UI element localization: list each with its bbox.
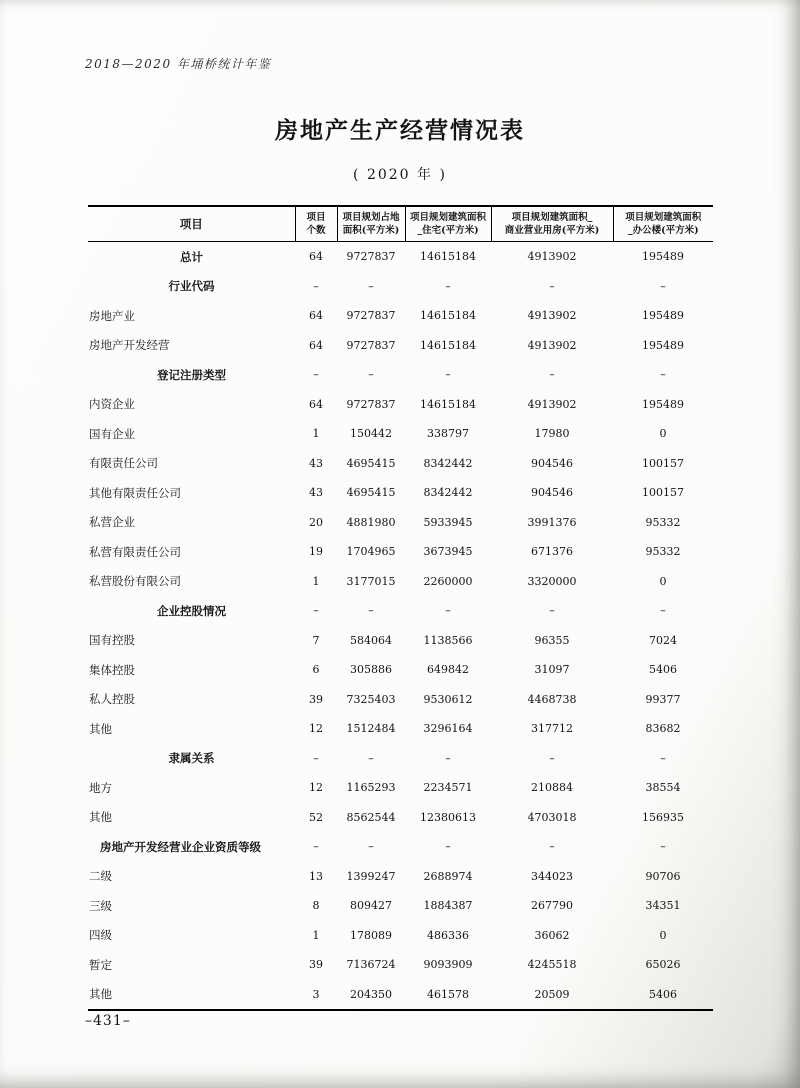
- cell-value: 8: [312, 899, 320, 913]
- cell-value: 904546: [531, 486, 573, 500]
- row-label: 总计: [180, 249, 203, 264]
- cell-value: –: [445, 604, 451, 618]
- cell-value: 0: [659, 928, 667, 942]
- table-row: [88, 980, 713, 1011]
- table-row: [88, 272, 713, 302]
- cell-value: 1399247: [346, 869, 396, 883]
- cell-value: 204350: [350, 987, 392, 1001]
- cell-value: 8562544: [346, 810, 396, 824]
- row-label: 二级: [89, 869, 112, 884]
- cell-value: –: [368, 368, 374, 382]
- cell-value: 5406: [649, 987, 677, 1001]
- cell-value: 1512484: [346, 722, 396, 736]
- cell-value: –: [313, 368, 319, 382]
- cell-value: 195489: [642, 309, 684, 323]
- cell-value: 43: [309, 486, 323, 500]
- cell-value: 14615184: [420, 397, 476, 411]
- row-label: 其他: [89, 987, 112, 1002]
- header-text: 面积(平方米): [342, 225, 400, 236]
- cell-value: –: [445, 368, 451, 382]
- cell-value: 95332: [645, 545, 681, 559]
- cell-value: –: [313, 751, 319, 765]
- cell-value: 584064: [350, 633, 392, 647]
- cell-value: 64: [309, 397, 323, 411]
- cell-value: 156935: [642, 810, 684, 824]
- cell-value: 4695415: [346, 486, 396, 500]
- cell-value: 3991376: [527, 515, 577, 529]
- cell-value: 1165293: [346, 781, 396, 795]
- cell-value: 344023: [531, 869, 573, 883]
- cell-value: 14615184: [420, 309, 476, 323]
- table-row: [88, 921, 713, 951]
- cell-value: 4913902: [527, 397, 577, 411]
- cell-value: 1: [312, 427, 320, 441]
- cell-value: 20509: [534, 987, 570, 1001]
- cell-value: 14615184: [420, 250, 476, 264]
- cell-value: 9093909: [423, 958, 473, 972]
- cell-value: –: [660, 604, 666, 618]
- cell-value: 3320000: [527, 574, 577, 588]
- table-row: [88, 596, 713, 626]
- table-row: [88, 803, 713, 833]
- cell-value: 17980: [534, 427, 570, 441]
- cell-value: 3177015: [346, 574, 396, 588]
- table-row: [88, 685, 713, 715]
- table-row: [88, 862, 713, 892]
- row-label: 有限责任公司: [89, 456, 158, 471]
- cell-value: 9727837: [346, 250, 396, 264]
- row-label: 房地产开发经营业企业资质等级: [100, 839, 261, 854]
- cell-value: –: [313, 604, 319, 618]
- cell-value: 39: [309, 692, 323, 706]
- row-label: 私营有限责任公司: [89, 544, 181, 559]
- cell-value: 14615184: [420, 338, 476, 352]
- row-label: 其他: [89, 721, 112, 736]
- cell-value: 43: [309, 456, 323, 470]
- header-text: _办公楼(平方米): [627, 225, 699, 236]
- cell-value: 12: [309, 781, 323, 795]
- table-row: [88, 567, 713, 597]
- row-label: 私人控股: [89, 692, 135, 707]
- cell-value: 210884: [531, 781, 573, 795]
- page-number: –431–: [85, 1013, 131, 1029]
- cell-value: 1: [312, 928, 320, 942]
- header-text: 项目规划建筑面积_: [511, 212, 593, 223]
- table-row: [88, 891, 713, 921]
- cell-value: 99377: [645, 692, 681, 706]
- header-text: 个数: [306, 225, 326, 236]
- row-label: 内资企业: [89, 397, 135, 412]
- cell-value: 150442: [350, 427, 392, 441]
- cell-value: –: [549, 840, 555, 854]
- cell-value: 4245518: [527, 958, 577, 972]
- cell-value: –: [368, 840, 374, 854]
- cell-value: 9727837: [346, 338, 396, 352]
- cell-value: 9530612: [423, 692, 473, 706]
- cell-value: 64: [309, 338, 323, 352]
- cell-value: 6: [312, 663, 320, 677]
- cell-value: 13: [309, 869, 323, 883]
- table-row: [88, 950, 713, 980]
- cell-value: 267790: [531, 899, 573, 913]
- cell-value: 0: [659, 574, 667, 588]
- header-text: 项目规划占地: [342, 212, 400, 223]
- cell-value: –: [549, 279, 555, 293]
- cell-value: –: [368, 604, 374, 618]
- table-row: [88, 714, 713, 744]
- cell-value: –: [660, 751, 666, 765]
- cell-value: 5406: [649, 663, 677, 677]
- cell-value: 2234571: [423, 781, 473, 795]
- cell-value: 305886: [350, 663, 392, 677]
- cell-value: 100157: [642, 456, 684, 470]
- cell-value: 317712: [531, 722, 573, 736]
- cell-value: 31097: [534, 663, 570, 677]
- cell-value: 1138566: [423, 633, 473, 647]
- row-label: 国有控股: [89, 633, 135, 648]
- row-label: 隶属关系: [168, 751, 215, 766]
- header-col-project-count: [295, 206, 337, 242]
- yearbook-header: 2018—2020 年埇桥统计年鉴: [85, 57, 272, 71]
- cell-value: 4881980: [346, 515, 396, 529]
- table-row: [88, 419, 713, 449]
- cell-value: 52: [309, 810, 323, 824]
- header-col-office-floor-area: [613, 206, 713, 242]
- cell-value: 12380613: [420, 810, 476, 824]
- cell-value: 20: [309, 515, 323, 529]
- cell-value: 4468738: [527, 692, 577, 706]
- row-label: 三级: [89, 898, 112, 913]
- cell-value: 1884387: [423, 899, 473, 913]
- cell-value: 3673945: [423, 545, 473, 559]
- cell-value: 195489: [642, 397, 684, 411]
- cell-value: 809427: [350, 899, 392, 913]
- row-label: 房地产业: [89, 308, 135, 323]
- cell-value: 7024: [649, 633, 677, 647]
- cell-value: 178089: [350, 928, 392, 942]
- header-text: 商业营业用房(平方米): [504, 225, 600, 236]
- header-text: 项目规划建筑面积: [409, 212, 486, 223]
- cell-value: 4695415: [346, 456, 396, 470]
- cell-value: 195489: [642, 338, 684, 352]
- cell-value: 2260000: [423, 574, 473, 588]
- cell-value: 4913902: [527, 250, 577, 264]
- table-row: [88, 331, 713, 361]
- cell-value: –: [445, 840, 451, 854]
- cell-value: 19: [309, 545, 323, 559]
- cell-value: 904546: [531, 456, 573, 470]
- cell-value: 4913902: [527, 338, 577, 352]
- table-row: [88, 832, 713, 862]
- row-label: 其他: [89, 810, 112, 825]
- table-row: [88, 744, 713, 774]
- table-row: [88, 242, 713, 272]
- cell-value: 34351: [645, 899, 681, 913]
- header-col-commercial-floor-area: [491, 206, 613, 242]
- cell-value: –: [660, 840, 666, 854]
- cell-value: 671376: [531, 545, 573, 559]
- header-col-item: [88, 206, 295, 242]
- cell-value: 90706: [645, 869, 681, 883]
- cell-value: –: [660, 279, 666, 293]
- header-col-residential-floor-area: [405, 206, 491, 242]
- cell-value: 64: [309, 309, 323, 323]
- cell-value: –: [445, 279, 451, 293]
- row-label: 地方: [89, 780, 112, 795]
- row-label: 私营企业: [89, 515, 135, 530]
- row-label: 企业控股情况: [157, 603, 226, 618]
- cell-value: 1704965: [346, 545, 396, 559]
- page-title: 房地产生产经营情况表: [275, 117, 525, 144]
- cell-value: 461578: [427, 987, 469, 1001]
- cell-value: 8342442: [423, 486, 473, 500]
- row-label: 其他有限责任公司: [89, 485, 181, 500]
- cell-value: –: [313, 279, 319, 293]
- table-row: [88, 360, 713, 390]
- table-row: [88, 537, 713, 567]
- cell-value: –: [660, 368, 666, 382]
- cell-value: 8342442: [423, 456, 473, 470]
- cell-value: 5933945: [423, 515, 473, 529]
- row-label: 房地产开发经营: [89, 338, 170, 353]
- row-label: 私营股份有限公司: [89, 574, 181, 589]
- table-body: [88, 242, 713, 1011]
- cell-value: –: [368, 751, 374, 765]
- cell-value: –: [368, 279, 374, 293]
- row-label: 暂定: [89, 957, 112, 972]
- cell-value: 100157: [642, 486, 684, 500]
- table-header: [88, 206, 713, 242]
- cell-value: 9727837: [346, 309, 396, 323]
- row-label: 行业代码: [168, 279, 215, 294]
- cell-value: –: [549, 604, 555, 618]
- cell-value: 7136724: [346, 958, 396, 972]
- cell-value: 1: [312, 574, 320, 588]
- cell-value: 96355: [534, 633, 570, 647]
- row-label: 登记注册类型: [157, 367, 226, 382]
- header-text: 项目规划建筑面积: [625, 212, 702, 223]
- cell-value: 2688974: [423, 869, 473, 883]
- cell-value: 39: [309, 958, 323, 972]
- cell-value: –: [549, 751, 555, 765]
- table-row: [88, 301, 713, 331]
- page-subtitle: ( 2020 年 ): [353, 167, 447, 183]
- table-row: [88, 449, 713, 479]
- header-row: [88, 206, 713, 242]
- cell-value: 486336: [427, 928, 469, 942]
- stats-table: [88, 205, 713, 1011]
- header-col-planned-land-area: [337, 206, 405, 242]
- table-row: [88, 626, 713, 656]
- cell-value: 3: [312, 987, 320, 1001]
- row-label: 国有企业: [89, 426, 135, 441]
- table-row: [88, 773, 713, 803]
- cell-value: 95332: [645, 515, 681, 529]
- cell-value: 38554: [645, 781, 681, 795]
- header-text: 项目: [306, 212, 326, 223]
- table-row: [88, 655, 713, 685]
- cell-value: 195489: [642, 250, 684, 264]
- header-text: 项目: [179, 216, 203, 231]
- cell-value: 83682: [645, 722, 681, 736]
- row-label: 集体控股: [89, 662, 135, 677]
- header-text: _住宅(平方米): [417, 225, 479, 236]
- cell-value: –: [313, 840, 319, 854]
- table-row: [88, 508, 713, 538]
- cell-value: 4703018: [527, 810, 577, 824]
- cell-value: 64: [309, 250, 323, 264]
- cell-value: 7: [312, 633, 320, 647]
- cell-value: –: [445, 751, 451, 765]
- cell-value: 36062: [534, 928, 570, 942]
- cell-value: 0: [659, 427, 667, 441]
- cell-value: 649842: [427, 663, 469, 677]
- cell-value: 12: [309, 722, 323, 736]
- cell-value: 338797: [427, 427, 469, 441]
- table-row: [88, 478, 713, 508]
- table-row: [88, 390, 713, 420]
- cell-value: 65026: [645, 958, 681, 972]
- cell-value: –: [549, 368, 555, 382]
- cell-value: 3296164: [423, 722, 473, 736]
- cell-value: 9727837: [346, 397, 396, 411]
- row-label: 四级: [89, 928, 112, 943]
- cell-value: 4913902: [527, 309, 577, 323]
- cell-value: 7325403: [346, 692, 396, 706]
